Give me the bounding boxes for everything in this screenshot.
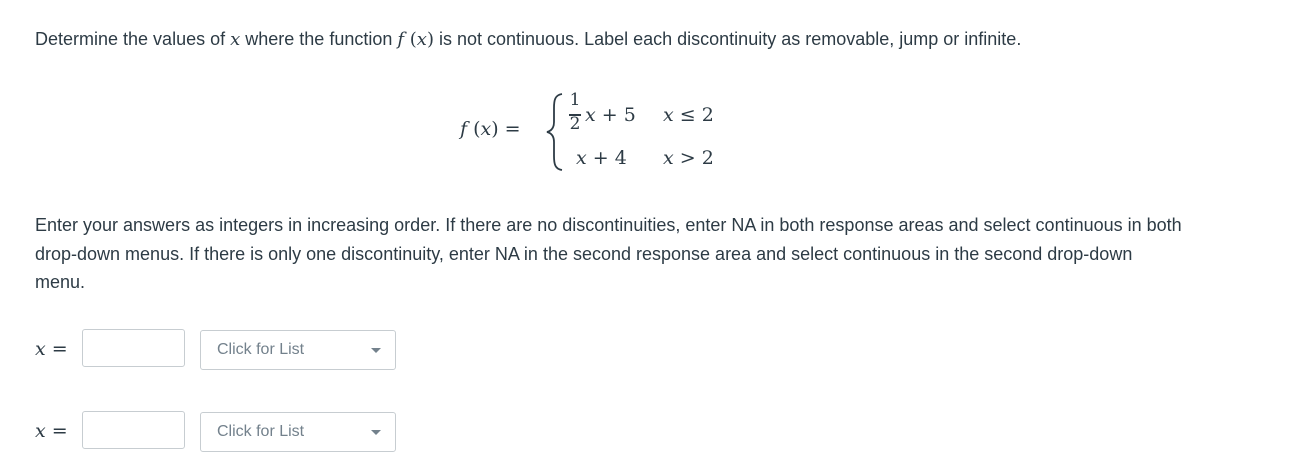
question-func-f: f xyxy=(397,29,405,50)
answer-2-dropdown-label: Click for List xyxy=(217,423,305,440)
lhs-arg: x xyxy=(480,118,492,140)
piece2-cond-var: x xyxy=(663,147,674,169)
left-brace-icon xyxy=(545,92,565,172)
question-text-mid: where the function xyxy=(240,29,398,49)
question-text-end: is not continuous. Label each discontinuity as removable, jump or infinite. xyxy=(433,29,1022,49)
fraction-denominator: 2 xyxy=(569,114,581,134)
answer-2-eq: = xyxy=(45,420,68,442)
answer-2-label xyxy=(35,420,68,442)
answer-1-input[interactable] xyxy=(82,329,185,367)
piece1-var: x xyxy=(585,104,596,126)
piece1-expression xyxy=(568,90,648,140)
answer-1-dropdown-label: Click for List xyxy=(217,341,305,358)
question-func-close: ) xyxy=(426,29,434,50)
lhs-f: f xyxy=(460,118,468,140)
instructions-text: Enter your answers as integers in increasing order. If there are no discontinuities, enter NA in both response areas and select continuous in both drop-down menus. If there is only one discontinuity, enter NA in the second response area and select continuous in the second drop-down menu. xyxy=(35,215,1182,292)
piecewise-function xyxy=(460,90,730,175)
piece2-plus: + 4 xyxy=(586,147,627,169)
lhs-close-equals: ) = xyxy=(491,118,521,140)
answer-1-dropdown[interactable] xyxy=(200,330,396,370)
fraction-numerator: 1 xyxy=(569,90,581,110)
piece1-condition xyxy=(663,104,714,126)
piece2-var: x xyxy=(576,147,587,169)
question-text-start: Determine the values of xyxy=(35,29,231,49)
lhs-open: ( xyxy=(467,118,481,140)
answer-2-input[interactable] xyxy=(82,411,185,449)
answer-1-var: x xyxy=(35,338,46,360)
answer-1-eq: = xyxy=(45,338,68,360)
piece2-expression xyxy=(576,147,627,169)
answer-1-label xyxy=(35,338,68,360)
piece2-condition xyxy=(663,147,714,169)
piece1-plus: + 5 xyxy=(595,104,636,126)
question-func-arg: x xyxy=(416,29,427,50)
piece1-cond-var: x xyxy=(663,104,674,126)
function-lhs xyxy=(460,118,521,140)
piece2-cond-rest: > 2 xyxy=(673,147,714,169)
question-var-x: x xyxy=(230,29,241,50)
caret-down-icon xyxy=(371,348,381,353)
answer-2-var: x xyxy=(35,420,46,442)
piece1-cond-rest: ≤ 2 xyxy=(673,104,714,126)
question-text xyxy=(35,27,1021,52)
piece1-rest xyxy=(585,104,636,126)
question-func-open: ( xyxy=(404,29,417,50)
answer-2-dropdown[interactable] xyxy=(200,412,396,452)
caret-down-icon xyxy=(371,430,381,435)
